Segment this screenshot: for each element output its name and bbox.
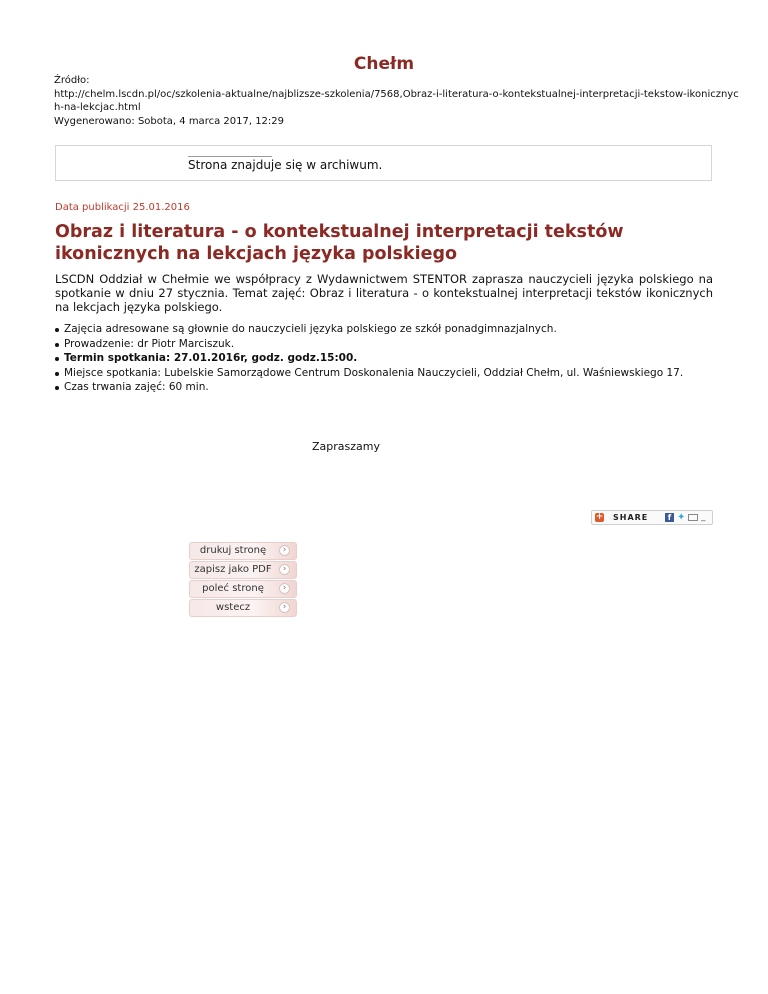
save-pdf-label: zapisz jako PDF bbox=[194, 564, 272, 575]
bullet-icon bbox=[55, 386, 59, 390]
print-page-button[interactable] bbox=[189, 542, 297, 560]
page-actions bbox=[189, 542, 299, 618]
recommend-page-button[interactable] bbox=[189, 580, 297, 598]
facebook-icon[interactable]: f bbox=[665, 513, 674, 522]
email-icon[interactable] bbox=[688, 514, 698, 521]
details-list bbox=[55, 322, 683, 395]
bullet-icon bbox=[55, 328, 59, 332]
archive-notice: Strona znajduje się w archiwum. bbox=[188, 158, 383, 172]
list-item bbox=[55, 380, 683, 395]
back-button[interactable] bbox=[189, 599, 297, 617]
recommend-page-label: poleć stronę bbox=[202, 583, 264, 594]
chevron-right-icon: › bbox=[279, 564, 290, 575]
site-title: Chełm bbox=[353, 54, 415, 74]
archive-divider bbox=[188, 156, 272, 157]
publication-date: Data publikacji 25.01.2016 bbox=[55, 202, 190, 213]
list-item bbox=[55, 351, 683, 366]
chevron-right-icon: › bbox=[279, 545, 290, 556]
article-lead: LSCDN Oddział w Chełmie we współpracy z Wydawnictwem STENTOR zaprasza nauczycieli języka polskiego na spotkanie w dniu 27 stycznia. Temat zajęć: Obraz i literatura - o kontekstualnej interpretacji tekstów ikonicznych na lekcjach języka polskiego. bbox=[55, 272, 713, 314]
article-title: Obraz i literatura - o kontekstualnej interpretacji tekstów ikonicznych na lekcjach języka polskiego bbox=[55, 222, 624, 264]
list-item-text: Prowadzenie: dr Piotr Marciszuk. bbox=[64, 337, 235, 350]
list-item-text: Miejsce spotkania: Lubelskie Samorządowe Centrum Doskonalenia Nauczycieli, Oddział Chełm, ul. Waśniewskiego 17. bbox=[64, 366, 684, 379]
archive-notice-box bbox=[55, 145, 712, 181]
list-item bbox=[55, 366, 683, 381]
list-item-text: Termin spotkania: 27.01.2016r, godz. godz.15:00. bbox=[64, 352, 358, 364]
list-item bbox=[55, 322, 683, 337]
share-label[interactable]: SHARE bbox=[613, 513, 649, 522]
back-label: wstecz bbox=[215, 602, 251, 613]
source-label: Źródło: bbox=[54, 75, 90, 86]
chevron-right-icon: › bbox=[279, 602, 290, 613]
twitter-icon[interactable]: ✦ bbox=[677, 512, 686, 523]
generated-timestamp: Wygenerowano: Sobota, 4 marca 2017, 12:29 bbox=[54, 115, 285, 127]
document-meta bbox=[54, 74, 739, 128]
bullet-icon bbox=[55, 372, 59, 376]
list-item-text: Zajęcia adresowane są głownie do nauczycieli języka polskiego ze szkół ponadgimnazjalnych. bbox=[64, 323, 557, 335]
invite-text: Zapraszamy bbox=[312, 440, 380, 453]
share-widget[interactable] bbox=[591, 510, 713, 525]
more-icon[interactable]: _ bbox=[701, 512, 706, 522]
list-item bbox=[55, 337, 683, 352]
list-item-text: Czas trwania zajęć: 60 min. bbox=[64, 381, 209, 393]
source-url-line-1: http://chelm.lscdn.pl/oc/szkolenia-aktualne/najblizsze-szkolenia/7568,Obraz-i-literatura-o-kontekstualnej-interpretacji-tekstow-ikonicznyc bbox=[54, 88, 739, 100]
bullet-icon bbox=[55, 343, 59, 347]
chevron-right-icon: › bbox=[279, 583, 290, 594]
plus-icon[interactable]: + bbox=[595, 512, 604, 522]
save-pdf-button[interactable] bbox=[189, 561, 297, 579]
source-url-line-2: h-na-lekcjac.html bbox=[54, 102, 141, 113]
bullet-icon bbox=[55, 357, 59, 361]
print-page-label: drukuj stronę bbox=[199, 545, 267, 556]
